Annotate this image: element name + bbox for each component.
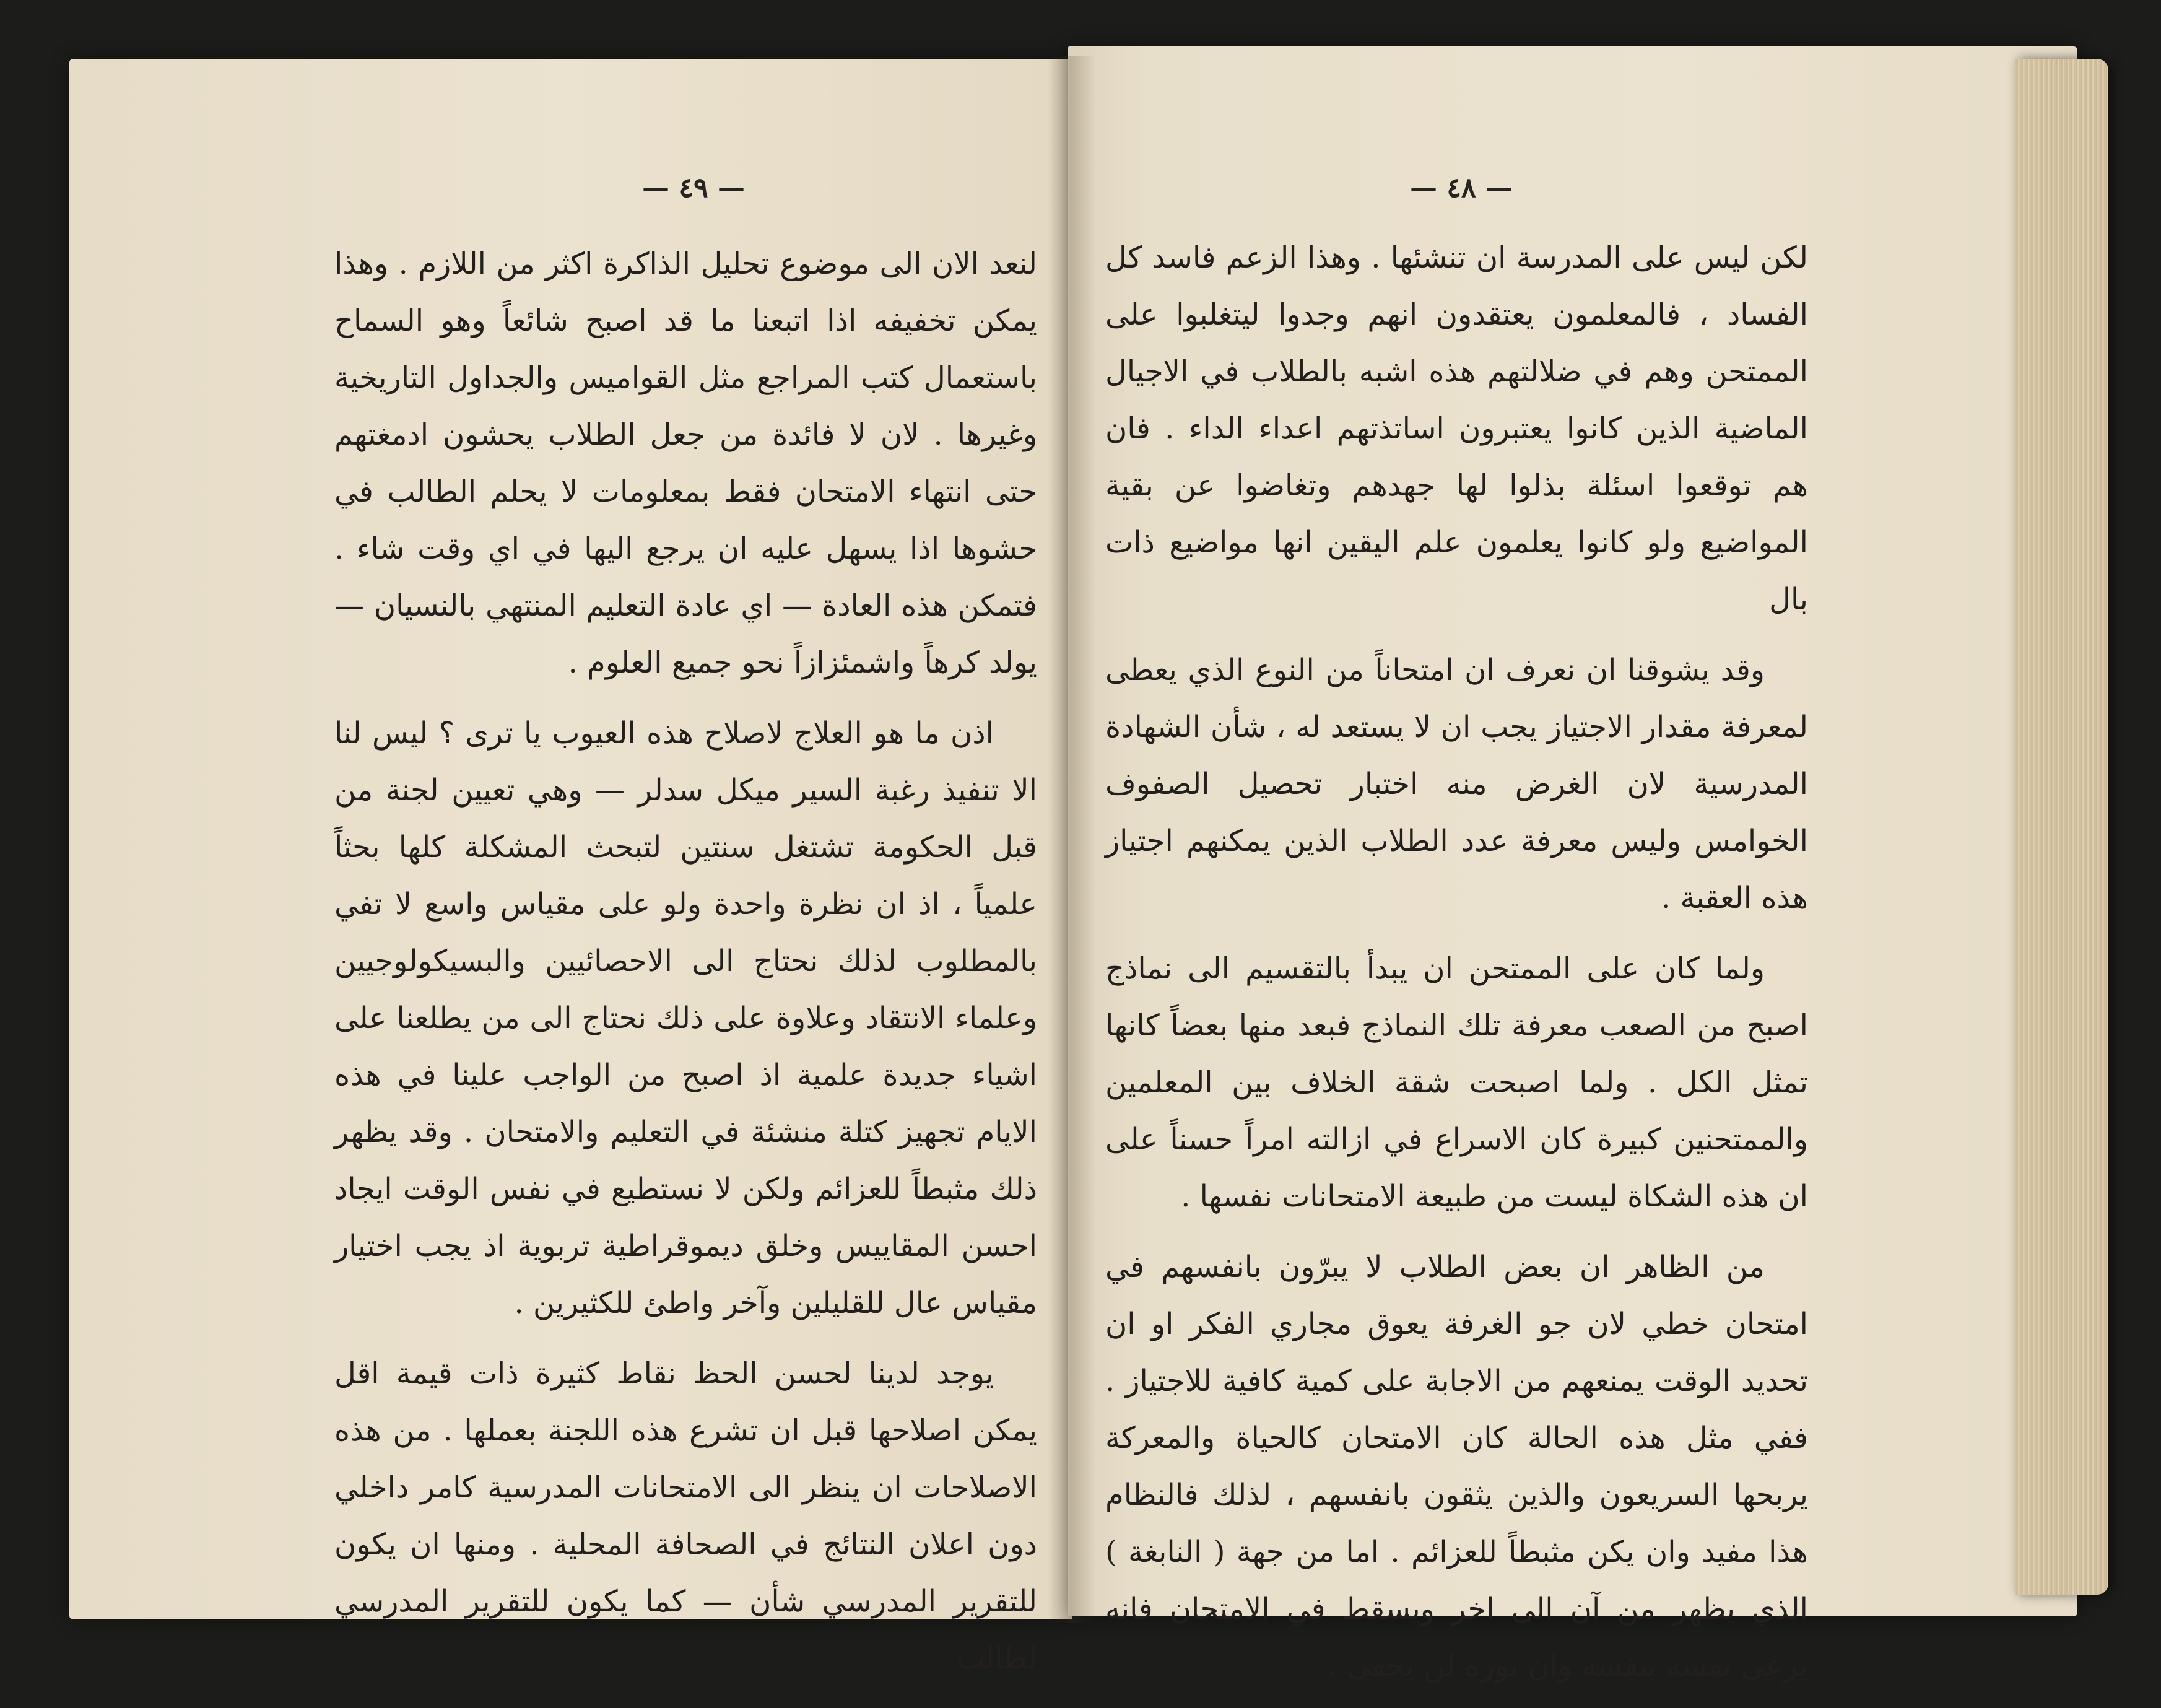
book-gutter xyxy=(1046,56,1096,1623)
paragraph: من الظاهر ان بعض الطلاب لا يبرّون بانفسهم في امتحان خطي لان جو الغرفة يعوق مجاري الفكر او ان تحديد الوقت يمنعهم من الاجابة على كمية كافية للاجتياز . ففي مثل هذه الحالة كان الامتحان كالحياة والمعركة يربحها السريعون والذين يثقون بانفسهم ، لذلك فالنظام هذا مفيد وان يكن مثبطاً للعزائم . اما من جهة ( النابغة ) الذي يظهر من آن الى اخر ويسقط في الامتحان فانه يرعى نفسه بنفسه وان نوره لن يخفى . xyxy=(1105,1250,1808,1683)
left-page-number: — ٤٩ — xyxy=(642,172,745,204)
paragraph: لكن ليس على المدرسة ان تنشئها . وهذا الزعم فاسد كل الفساد ، فالمعلمون يعتقدون انهم وجدوا ليتغلبوا على الممتحن وهم في ضلالتهم هذه اشبه بالطلاب في الاجيال الماضية الذين كانوا يعتبرون اساتذتهم اعداء الداء . فان هم توقعوا اسئلة بذلوا لها جهدهم وتغاضوا عن بقية المواضيع ولو كانوا يعلمون علم اليقين انها مواضيع ذات بال xyxy=(1105,240,1808,617)
right-page-number: — ٤٨ — xyxy=(1410,172,1513,204)
right-page-text xyxy=(1105,229,1808,1708)
paragraph: اذن ما هو العلاج لاصلاح هذه العيوب يا ترى ؟ ليس لنا الا تنفيذ رغبة السير ميكل سدلر — وهي تعيين لجنة من قبل الحكومة تشتغل سنتين لتبحث المشكلة كلها بحثاً علمياً ، اذ ان نظرة واحدة ولو على مقياس واسع لا تفي بالمطلوب لذلك نحتاج الى الاحصائيين والبسيكولوجيين وعلماء الانتقاد وعلاوة على ذلك نحتاج الى من يطلعنا على اشياء جديدة علمية اذ اصبح من الواجب علينا في هذه الايام تجهيز كتلة منشئة في التعليم والامتحان . وقد يظهر ذلك مثبطاً للعزائم ولكن لا نستطيع في نفس الوقت ايجاد احسن المقاييس وخلق ديموقراطية تربوية اذ يجب اختيار مقياس عال للقليلين وآخر واطئ للكثيرين . xyxy=(334,716,1037,1320)
paragraph: يوجد لدينا لحسن الحظ نقاط كثيرة ذات قيمة اقل يمكن اصلاحها قبل ان تشرع هذه اللجنة بعملها . من هذه الاصلاحات ان ينظر الى الامتحانات المدرسية كامر داخلي دون اعلان النتائج في الصحافة المحلية . ومنها ان يكون للتقرير المدرسي شأن — كما يكون للتقرير المدرسي لطالب xyxy=(334,1356,1038,1676)
page-edges xyxy=(2015,59,2108,1595)
paragraph: لنعد الان الى موضوع تحليل الذاكرة اكثر من اللازم . وهذا يمكن تخفيفه اذا اتبعنا ما قد اصبح شائعاً وهو السماح باستعمال كتب المراجع مثل القواميس والجداول التاريخية وغيرها . لان لا فائدة من جعل الطلاب يحشون ادمغتهم حتى انتهاء الامتحان فقط بمعلومات لا يحلم الطالب في حشوها اذا يسهل عليه ان يرجع اليها في اي وقت شاء . فتمكن هذه العادة — اي عادة التعليم المنتهي بالنسيان — يولد كرهاً واشمئزازاً نحو جميع العلوم . xyxy=(334,246,1038,680)
left-page-text xyxy=(334,235,1037,1701)
paragraph: ولما كان على الممتحن ان يبدأ بالتقسيم الى نماذج اصبح من الصعب معرفة تلك النماذج فبعد منها بعضاً كانها تمثل الكل . ولما اصبحت شقة الخلاف بين المعلمين والممتحنين كبيرة كان الاسراع في ازالته امراً حسناً على ان هذه الشكاة ليست من طبيعة الامتحانات نفسها . xyxy=(1105,951,1808,1214)
paragraph: وقد يشوقنا ان نعرف ان امتحاناً من النوع الذي يعطى لمعرفة مقدار الاجتياز يجب ان لا يستعد له ، شأن الشهادة المدرسية لان الغرض منه اختبار تحصيل الصفوف الخوامس وليس معرفة عدد الطلاب الذين يمكنهم اجتياز هذه العقبة . xyxy=(1105,653,1809,915)
